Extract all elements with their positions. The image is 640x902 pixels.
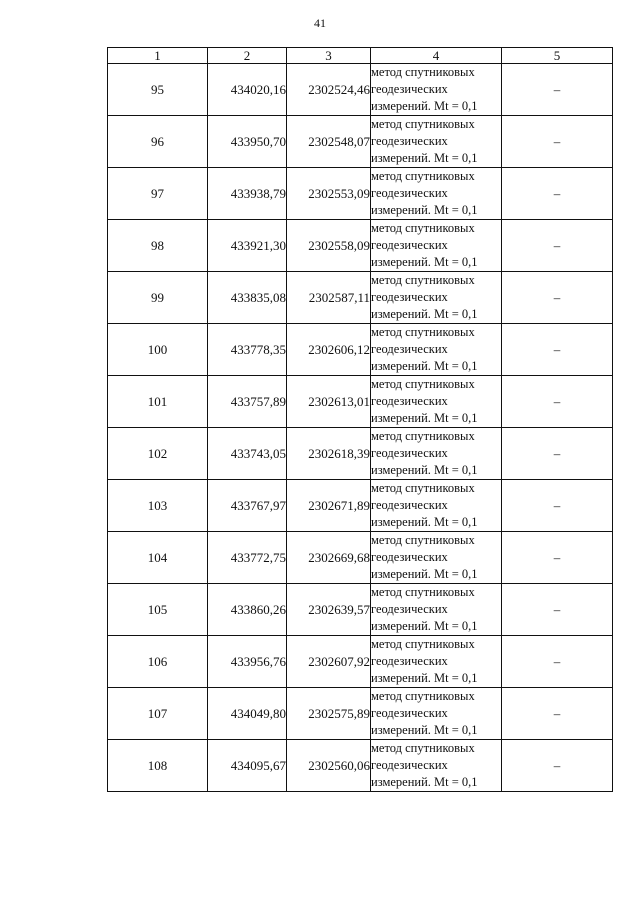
y-coordinate-cell: 2302524,46 [287,64,371,116]
coordinates-table [107,47,613,792]
method-text-line: геодезических [371,602,448,616]
point-number-cell: 98 [108,220,208,272]
note-cell: – [502,740,613,792]
method-text-line: геодезических [371,550,448,564]
method-cell [371,688,502,740]
y-coordinate-cell: 2302575,89 [287,688,371,740]
x-coordinate-cell: 433921,30 [208,220,287,272]
method-text-line: метод спутниковых [371,481,475,495]
x-coordinate-cell: 433950,70 [208,116,287,168]
x-coordinate-cell: 434095,67 [208,740,287,792]
point-number-cell: 107 [108,688,208,740]
page-number: 41 [314,16,326,30]
column-header-5: 5 [502,48,613,64]
y-coordinate-cell: 2302671,89 [287,480,371,532]
method-text-line: геодезических [371,394,448,408]
point-number-cell: 100 [108,324,208,376]
method-text-line: метод спутниковых [371,429,475,443]
table-row [108,688,613,740]
method-text-line: геодезических [371,238,448,252]
point-number-cell: 95 [108,64,208,116]
table-row [108,584,613,636]
method-text-line: геодезических [371,134,448,148]
note-cell: – [502,688,613,740]
method-cell [371,116,502,168]
y-coordinate-cell: 2302553,09 [287,168,371,220]
method-text-line: измерений. Mt = 0,1 [371,723,478,737]
note-cell: – [502,220,613,272]
point-number-cell: 97 [108,168,208,220]
method-text-line: измерений. Mt = 0,1 [371,151,478,165]
method-text-line: метод спутниковых [371,689,475,703]
point-number-cell: 106 [108,636,208,688]
method-text-line: геодезических [371,498,448,512]
point-number-cell: 108 [108,740,208,792]
y-coordinate-cell: 2302560,06 [287,740,371,792]
y-coordinate-cell: 2302607,92 [287,636,371,688]
x-coordinate-cell: 433938,79 [208,168,287,220]
y-coordinate-cell: 2302669,68 [287,532,371,584]
note-cell: – [502,272,613,324]
method-text-line: метод спутниковых [371,637,475,651]
method-cell [371,324,502,376]
method-text-line: метод спутниковых [371,169,475,183]
x-coordinate-cell: 433757,89 [208,376,287,428]
table-row [108,428,613,480]
table-row [108,220,613,272]
method-text-line: метод спутниковых [371,65,475,79]
table-row [108,740,613,792]
table-row [108,64,613,116]
note-cell: – [502,428,613,480]
method-cell [371,532,502,584]
method-text-line: геодезических [371,706,448,720]
note-cell: – [502,116,613,168]
method-text-line: геодезических [371,654,448,668]
column-header-1: 1 [108,48,208,64]
method-text-line: метод спутниковых [371,273,475,287]
method-text-line: измерений. Mt = 0,1 [371,775,478,789]
note-cell: – [502,376,613,428]
y-coordinate-cell: 2302558,09 [287,220,371,272]
x-coordinate-cell: 433835,08 [208,272,287,324]
column-header-3: 3 [287,48,371,64]
x-coordinate-cell: 433767,97 [208,480,287,532]
point-number-cell: 101 [108,376,208,428]
table-row [108,532,613,584]
method-text-line: измерений. Mt = 0,1 [371,619,478,633]
method-text-line: измерений. Mt = 0,1 [371,463,478,477]
column-header-4: 4 [371,48,502,64]
method-cell [371,272,502,324]
x-coordinate-cell: 433778,35 [208,324,287,376]
method-text-line: измерений. Mt = 0,1 [371,359,478,373]
method-text-line: геодезических [371,758,448,772]
table-row [108,636,613,688]
method-text-line: метод спутниковых [371,533,475,547]
method-cell [371,636,502,688]
point-number-cell: 104 [108,532,208,584]
method-text-line: измерений. Mt = 0,1 [371,567,478,581]
method-text-line: измерений. Mt = 0,1 [371,203,478,217]
y-coordinate-cell: 2302613,01 [287,376,371,428]
note-cell: – [502,584,613,636]
x-coordinate-cell: 433743,05 [208,428,287,480]
x-coordinate-cell: 433956,76 [208,636,287,688]
table-body [108,64,613,792]
method-text-line: метод спутниковых [371,377,475,391]
method-text-line: геодезических [371,342,448,356]
method-text-line: геодезических [371,446,448,460]
method-text-line: метод спутниковых [371,741,475,755]
method-text-line: геодезических [371,290,448,304]
table-row [108,168,613,220]
table-row [108,272,613,324]
y-coordinate-cell: 2302587,11 [287,272,371,324]
y-coordinate-cell: 2302639,57 [287,584,371,636]
method-text-line: измерений. Mt = 0,1 [371,671,478,685]
method-cell [371,376,502,428]
method-text-line: метод спутниковых [371,221,475,235]
method-text-line: метод спутниковых [371,325,475,339]
method-text-line: измерений. Mt = 0,1 [371,255,478,269]
x-coordinate-cell: 433772,75 [208,532,287,584]
method-text-line: метод спутниковых [371,117,475,131]
method-cell [371,480,502,532]
x-coordinate-cell: 434020,16 [208,64,287,116]
method-cell [371,428,502,480]
table-row [108,376,613,428]
method-text-line: геодезических [371,186,448,200]
method-text-line: геодезических [371,82,448,96]
method-text-line: измерений. Mt = 0,1 [371,99,478,113]
point-number-cell: 105 [108,584,208,636]
table-row [108,116,613,168]
y-coordinate-cell: 2302618,39 [287,428,371,480]
method-cell [371,220,502,272]
note-cell: – [502,64,613,116]
note-cell: – [502,324,613,376]
x-coordinate-cell: 433860,26 [208,584,287,636]
method-text-line: метод спутниковых [371,585,475,599]
note-cell: – [502,532,613,584]
column-header-2: 2 [208,48,287,64]
table-row [108,324,613,376]
x-coordinate-cell: 434049,80 [208,688,287,740]
method-text-line: измерений. Mt = 0,1 [371,307,478,321]
method-cell [371,584,502,636]
table-header-row [108,48,613,64]
point-number-cell: 99 [108,272,208,324]
method-text-line: измерений. Mt = 0,1 [371,411,478,425]
y-coordinate-cell: 2302548,07 [287,116,371,168]
method-cell [371,64,502,116]
table-row [108,480,613,532]
note-cell: – [502,480,613,532]
point-number-cell: 102 [108,428,208,480]
note-cell: – [502,636,613,688]
method-cell [371,740,502,792]
y-coordinate-cell: 2302606,12 [287,324,371,376]
note-cell: – [502,168,613,220]
method-cell [371,168,502,220]
point-number-cell: 96 [108,116,208,168]
point-number-cell: 103 [108,480,208,532]
method-text-line: измерений. Mt = 0,1 [371,515,478,529]
